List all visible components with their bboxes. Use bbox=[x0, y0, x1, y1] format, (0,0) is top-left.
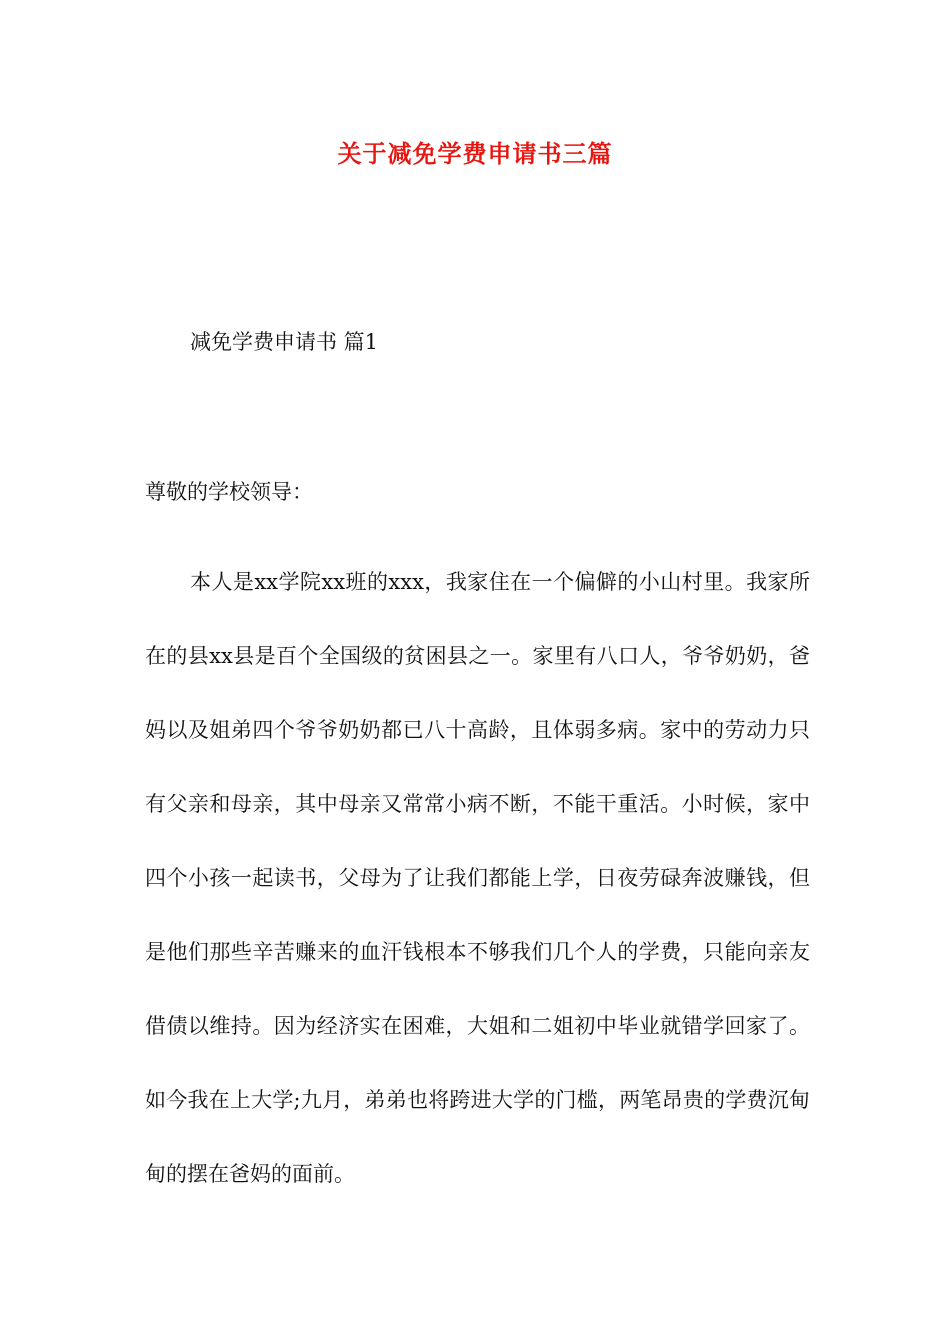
body-paragraph: 本人是xx学院xx班的xxx，我家住在一个偏僻的小山村里。我家所在的县xx县是百个全国级的贫困县之一。家里有八口人，爷爷奶奶，爸妈以及姐弟四个爷爷奶奶都已八十高龄，且体弱多病。家中的劳动力只有父亲和母亲，其中母亲又常常小病不断，不能干重活。小时候，家中四个小孩一起读书，父母为了让我们都能上学，日夜劳碌奔波赚钱，但是他们那些辛苦赚来的血汗钱根本不够我们几个人的学费，只能向亲友借债以维持。因为经济实在困难，大姐和二姐初中毕业就错学回家了。如今我在上大学;九月，弟弟也将跨进大学的门槛，两笔昂贵的学费沉甸甸的摆在爸妈的面前。 bbox=[145, 570, 810, 1186]
salutation: 尊敬的学校领导： bbox=[145, 480, 313, 504]
section-heading: 减免学费申请书 篇1 bbox=[190, 330, 379, 354]
document-title: 关于减免学费申请书三篇 bbox=[337, 139, 613, 168]
